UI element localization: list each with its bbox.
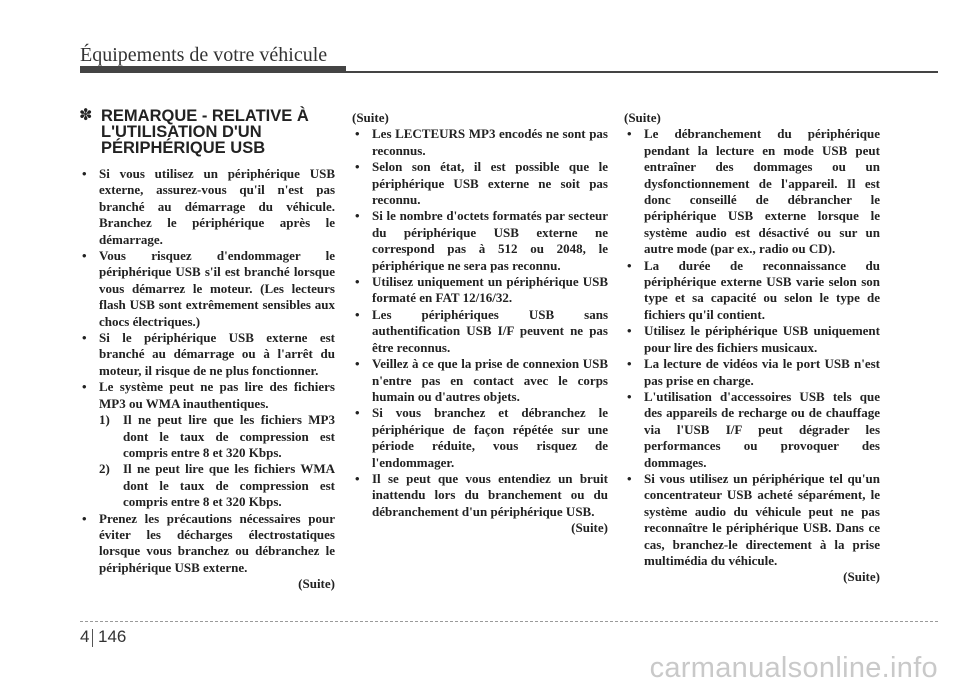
sub-list-number: 2) xyxy=(99,461,110,477)
page-number-separator xyxy=(92,629,93,647)
list-item: • Le débranchement du périphérique pendant la lecture en mode USB peut entraîner des dommages ou un dysfonctionnement de l'appareil. Il est donc conseillé de débrancher le périphérique USB externe lorsque le système audio est désactivé ou sur un autre mode (par ex., radio ou CD). xyxy=(624,126,880,257)
list-item: • Si vous branchez et débranchez le périphérique de façon répétée sur une période réduite, vous risquez de l'endommager. xyxy=(352,405,608,471)
header-rule xyxy=(80,71,938,73)
continued-label: (Suite) xyxy=(571,520,608,536)
list-item: • Les périphériques USB sans authentification USB I/F peuvent ne pas être reconnus. xyxy=(352,307,608,356)
sub-list-text: Il ne peut lire que les fichiers MP3 dont le taux de compression est compris entre 8 et 320 Kbps. xyxy=(123,412,335,460)
list-item: • Si le périphérique USB externe est branché au démarrage ou à l'arrêt du moteur, il risque de ne plus fonctionner. xyxy=(79,330,335,379)
column-2 xyxy=(352,110,608,537)
column-1 xyxy=(79,108,335,593)
list-item: • Les LECTEURS MP3 encodés ne sont pas reconnus. xyxy=(352,126,608,159)
list-item: • Il se peut que vous entendiez un bruit inattendu lors du branchement ou du débranchement d'un périphérique USB. xyxy=(352,471,608,520)
list-item: • Veillez à ce que la prise de connexion USB n'entre pas en contact avec le corps humain ou d'autres objets. xyxy=(352,356,608,405)
sub-list-item xyxy=(99,461,335,510)
note-heading-line: PÉRIPHÉRIQUE USB xyxy=(101,139,266,157)
sub-list-number: 1) xyxy=(99,412,110,428)
continued-from-label: (Suite) xyxy=(352,110,389,125)
bullet-list xyxy=(624,126,880,569)
watermark: carmanualsonline.info xyxy=(649,652,938,684)
page-header-title: Équipements de votre véhicule xyxy=(80,44,328,66)
bullet-list xyxy=(79,166,335,576)
list-item: • Si vous utilisez un périphérique USB externe, assurez-vous qu'il n'est pas branché au démarrage du véhicule. Branchez le périphérique après le démarrage. xyxy=(79,166,335,248)
sub-list xyxy=(99,412,335,510)
list-item: • Si le nombre d'octets formatés par secteur du périphérique USB externe ne correspond pas à 512 ou 2048, le périphérique ne sera pas reconnu. xyxy=(352,208,608,274)
list-item: • Si vous utilisez un périphérique tel qu'un concentrateur USB acheté séparément, le système audio du véhicule peut ne pas reconnaître le périphérique USB. Dans ce cas, branchez-le directement à la prise multimédia du véhicule. xyxy=(624,471,880,569)
note-marker-icon: ✽ xyxy=(79,107,93,124)
column-3 xyxy=(624,110,880,586)
list-item: • La lecture de vidéos via le port USB n'est pas prise en charge. xyxy=(624,356,880,389)
footer-divider xyxy=(80,621,938,622)
sub-list-text: Il ne peut lire que les fichiers WMA dont le taux de compression est compris entre 8 et 320 Kbps. xyxy=(123,461,335,510)
list-item: • La durée de reconnaissance du périphérique externe USB varie selon son type et sa capacité ou selon le type de fichiers qu'il contient. xyxy=(624,258,880,324)
list-item: • Prenez les précautions nécessaires pour éviter les décharges électrostatiques lorsque vous branchez ou débranchez le périphérique USB externe. xyxy=(79,511,335,577)
continued-from-label: (Suite) xyxy=(624,110,661,125)
list-item: • Utilisez uniquement un périphérique USB formaté en FAT 12/16/32. xyxy=(352,274,608,307)
list-item: • Utilisez le périphérique USB uniquement pour lire des fichiers musicaux. xyxy=(624,323,880,356)
continued-label: (Suite) xyxy=(298,576,335,592)
list-item-text: Le système peut ne pas lire des fichiers MP3 ou WMA inauthentiques. xyxy=(99,379,335,411)
note-heading-line: REMARQUE - RELATIVE À xyxy=(101,107,309,125)
list-item: • Selon son état, il est possible que le périphérique USB externe ne soit pas reconnu. xyxy=(352,159,608,208)
chapter-number: 4 xyxy=(80,627,90,646)
page-number: 146 xyxy=(98,627,127,646)
note-heading xyxy=(79,108,335,156)
sub-list-item xyxy=(99,412,335,461)
list-item: • L'utilisation d'accessoires USB tels que des appareils de recharge ou de chauffage via l'USB I/F peut dégrader les performances ou provoquer des dommages. xyxy=(624,389,880,471)
note-heading-line: L'UTILISATION D'UN xyxy=(101,123,262,141)
bullet-list xyxy=(352,126,608,520)
list-item xyxy=(79,379,335,510)
continued-label: (Suite) xyxy=(843,569,880,585)
list-item: • Vous risquez d'endommager le périphérique USB s'il est branché lorsque vous démarrez le moteur. (Les lecteurs flash USB sont extrêmement sensibles aux chocs électriques.) xyxy=(79,248,335,330)
